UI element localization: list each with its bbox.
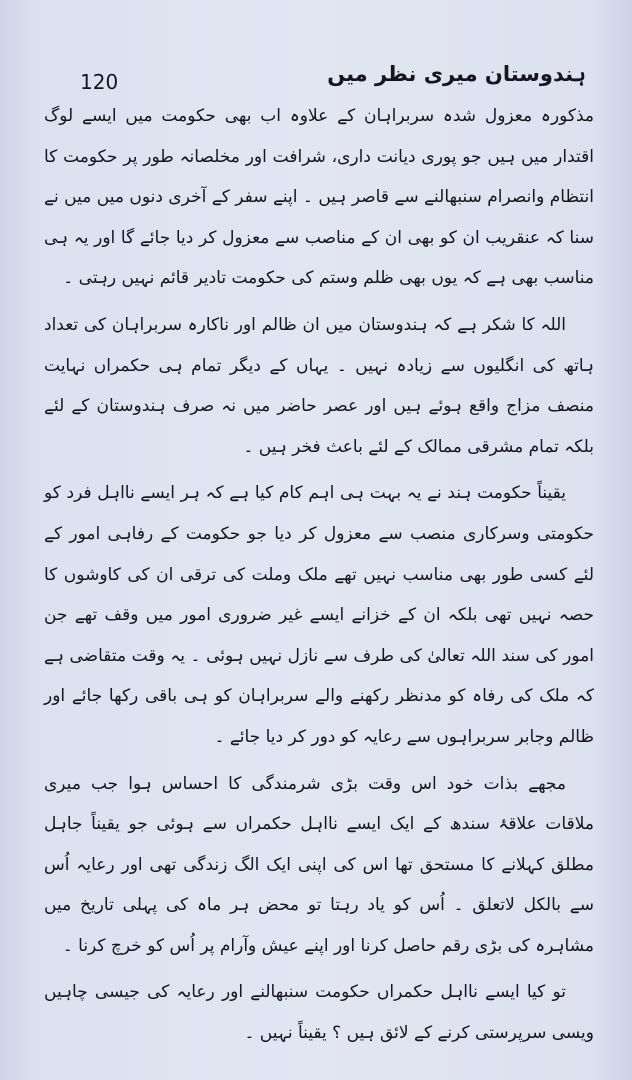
running-title: ہندوستان میری نظر میں xyxy=(327,62,586,86)
page-body xyxy=(44,96,594,1054)
paragraph-3: یقیناً حکومت ہند نے یہ بہت ہی اہم کام کیا ہے کہ ہر ایسے نااہل فرد کو حکومتی وسرکاری منصب سے معزول کر دیا جو حکومت کے رفاہی امور کے لئے کسی طور بھی مناسب نہیں تھے ملک وملت کی ترقی ان کی کاوشوں کا حصہ نہیں تھی بلکہ ان کے خزانے ایسے غیر ضروری امور میں وقف تھے جن امور کی سند اللہ تعالیٰ کی طرف سے نازل نہیں ہوئی ۔ یہ وقت متقاضی ہے کہ ملک کی رفاہ کو مدنظر رکھنے والے سربراہان کو ہی باقی رکھا جائے اور ظالم وجابر سربراہوں سے رعایہ کو دور کر دیا جائے ۔ xyxy=(44,483,594,747)
page-header xyxy=(70,62,592,96)
paragraph-5: تو کیا ایسے نااہل حکمراں حکومت سنبھالنے اور رعایہ کی جیسی چاہیں ویسی سرپرستی کرنے کے لائق ہیں ؟ یقیناً نہیں ۔ xyxy=(44,982,594,1044)
paragraph-1: مذکورہ معزول شدہ سربراہان کے علاوہ اب بھی حکومت میں ایسے لوگ اقتدار میں ہیں جو پوری دیانت داری، شرافت اور مخلصانہ طور پر حکومت کا انتظام وانصرام سنبھالنے سے قاصر ہیں ۔ اپنے سفر کے آخری دنوں میں میں نے سنا کہ عنقریب ان کو بھی ان کے مناصب سے معزول کر دیا جائے گا اور یہ ہی مناسب بھی ہے کہ یوں بھی ظلم وستم کی حکومت تادیر قائم نہیں رہتی ۔ xyxy=(44,106,594,289)
paragraph-2: اللہ کا شکر ہے کہ ہندوستان میں ان ظالم اور ناکارہ سربراہان کی تعداد ہاتھ کی انگلیوں سے زیادہ نہیں ۔ یہاں کے دیگر تمام ہی حکمراں نہایت منصف مزاج واقع ہوئے ہیں اور عصر حاضر میں نہ صرف ہندوستان کے لئے بلکہ تمام مشرقی ممالک کے لئے باعث فخر ہیں ۔ xyxy=(44,314,594,457)
page-number: 120 xyxy=(80,70,119,94)
paragraph-4: مجھے بذات خود اس وقت بڑی شرمندگی کا احساس ہوا جب میری ملاقات علاقۂ سندھ کے ایک ایسے نااہل حکمراں سے ہوئی جو یقیناً جاہل مطلق کہلانے کا مستحق تھا اس کی اپنی ایک الگ زندگی تھی اور رعایہ اُس سے بالکل لاتعلق ۔ اُس کو یاد رہتا تو محض ہر ماہ کی پہلی تاریخ میں مشاہرہ کی بڑی رقم حاصل کرنا اور اپنے عیش وآرام پر اُس کو خرچ کرنا ۔ xyxy=(44,773,594,956)
